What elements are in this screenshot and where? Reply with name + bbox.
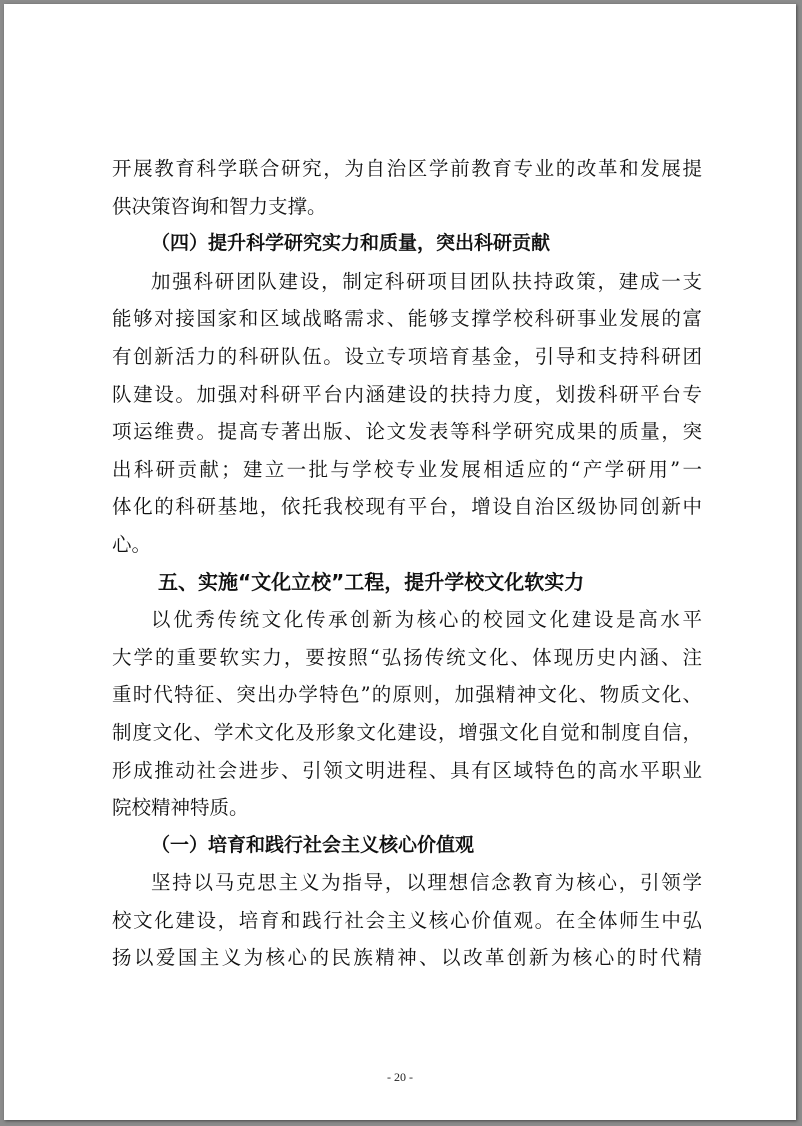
text-line: 项运维费。提高专著出版、论文发表等科学研究成果的质量，突 xyxy=(112,420,702,444)
paragraph xyxy=(112,150,702,225)
text-line: 体化的科研基地，依托我校现有平台，增设自治区级协同创新中 xyxy=(112,495,702,519)
paragraph xyxy=(112,601,702,827)
text-line: 有创新活力的科研队伍。设立专项培育基金，引导和支持科研团 xyxy=(112,344,702,368)
text-line: 队建设。加强对科研平台内涵建设的扶持力度，划拨科研平台专 xyxy=(112,382,702,406)
text-line: 形成推动社会进步、引领文明进程、具有区域特色的高水平职业 xyxy=(112,758,702,782)
subsection-heading: （一）培育和践行社会主义核心价值观 xyxy=(151,833,475,856)
text-line: 大学的重要软实力，要按照“弘扬传统文化、体现历史内涵、注 xyxy=(112,645,702,669)
text-line: 院校精神特质。 xyxy=(112,796,249,820)
text-line: 重时代特征、突出办学特色”的原则，加强精神文化、物质文化、 xyxy=(112,683,702,707)
text-line: 扬以爱国主义为核心的民族精神、以改革创新为核心的时代精 xyxy=(112,946,702,970)
text-line: 出科研贡献；建立一批与学校专业发展相适应的“产学研用”一 xyxy=(112,457,702,481)
paragraph xyxy=(112,263,702,564)
page-content xyxy=(112,150,702,977)
text-line: 心。 xyxy=(112,532,152,556)
text-line: 能够对接国家和区域战略需求、能够支撑学校科研事业发展的富 xyxy=(112,307,702,331)
text-line: 供决策咨询和智力支撑。 xyxy=(112,194,327,218)
subsection-heading: （四）提升科学研究实力和质量，突出科研贡献 xyxy=(151,232,551,255)
paragraph xyxy=(112,864,702,977)
section-heading: 五、实施“文化立校”工程，提升学校文化软实力 xyxy=(158,569,585,594)
text-line: 加强科研团队建设，制定科研项目团队扶持政策，建成一支 xyxy=(151,269,702,293)
text-line: 坚持以马克思主义为指导，以理想信念教育为核心，引领学 xyxy=(151,871,702,895)
text-line: 以优秀传统文化传承创新为核心的校园文化建设是高水平 xyxy=(151,608,702,632)
text-line: 开展教育科学联合研究，为自治区学前教育专业的改革和发展提 xyxy=(112,157,702,180)
text-line: 制度文化、学术文化及形象文化建设，增强文化自觉和制度自信， xyxy=(112,720,702,744)
text-line: 校文化建设，培育和践行社会主义核心价值观。在全体师生中弘 xyxy=(112,908,702,932)
document-page xyxy=(4,4,796,1120)
page-number: - 20 - xyxy=(387,1070,413,1084)
